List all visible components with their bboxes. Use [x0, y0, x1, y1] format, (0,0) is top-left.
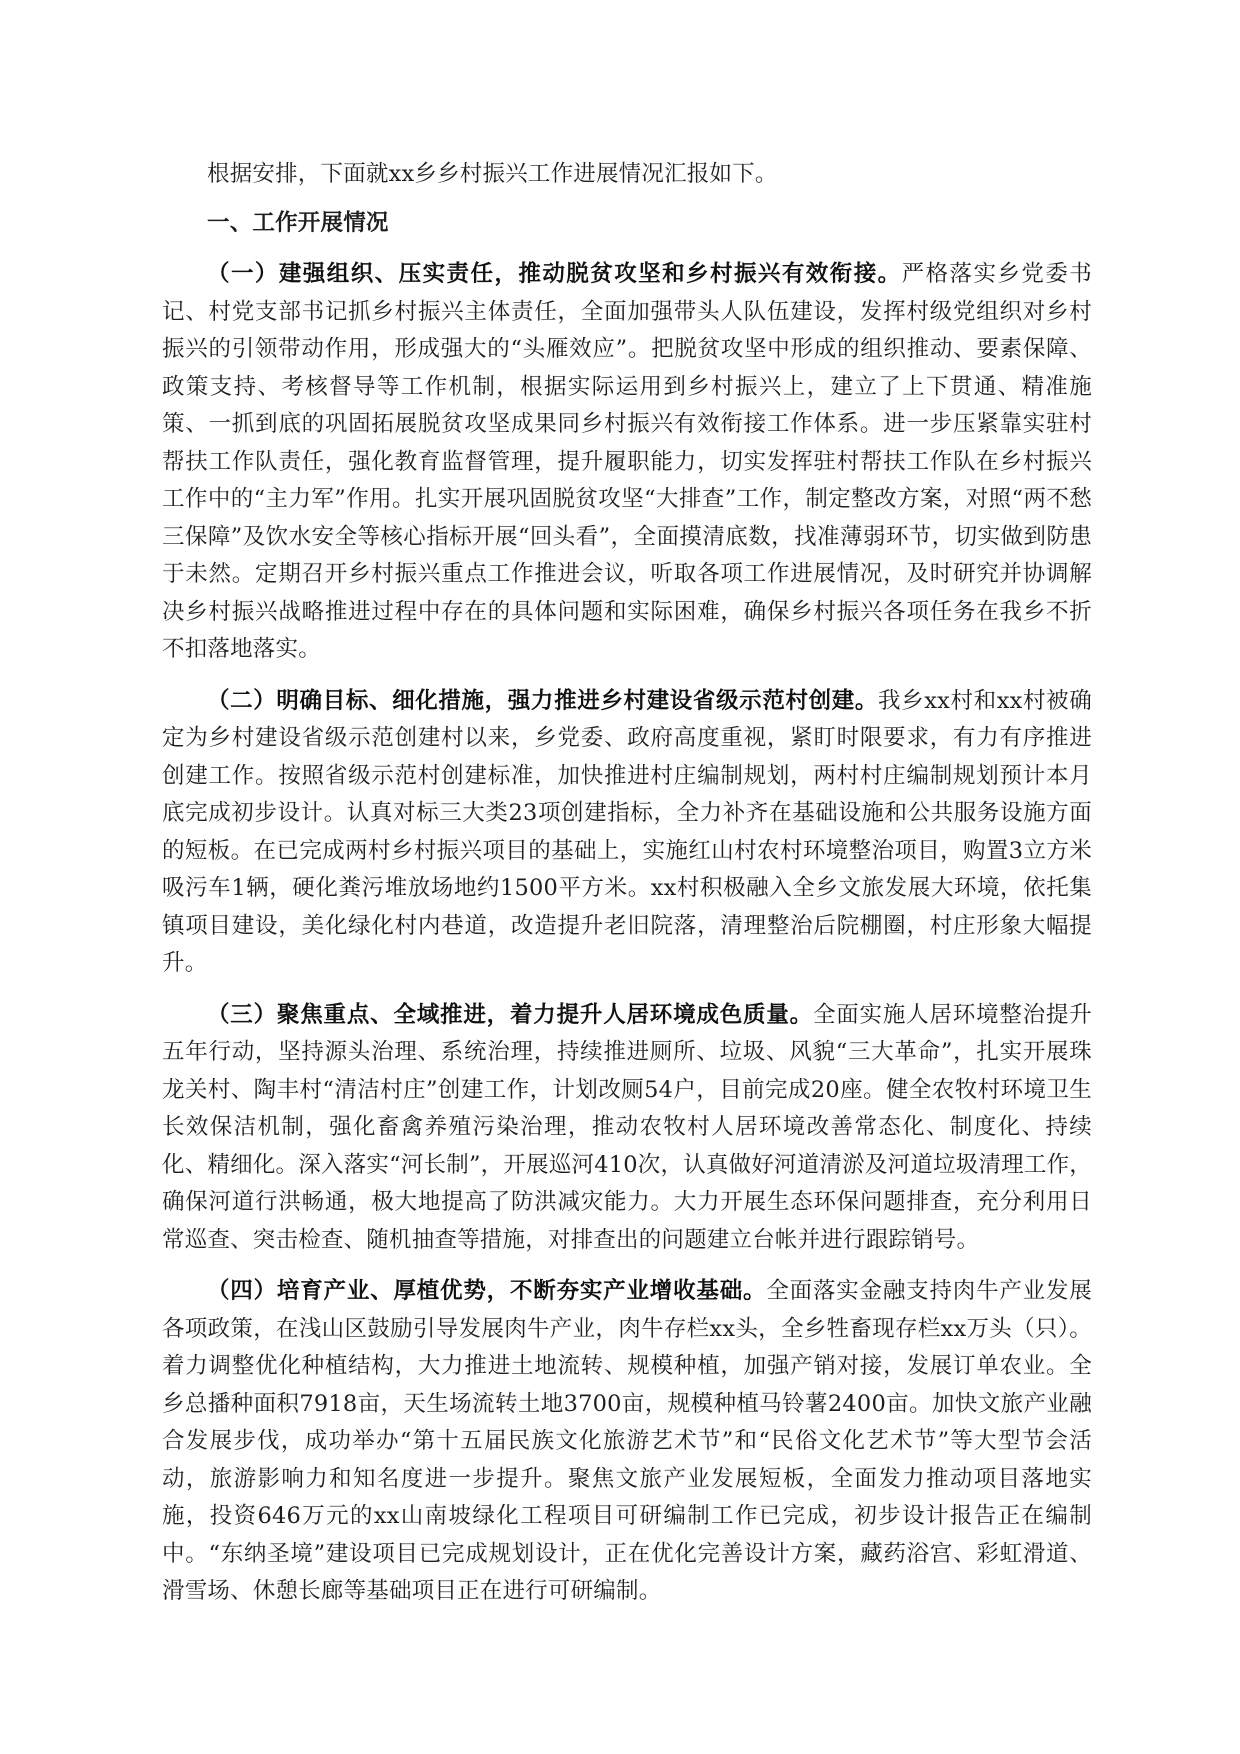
section-heading [162, 205, 1092, 243]
section-heading-text: 一、工作开展情况 [207, 209, 389, 236]
subsection-3 [162, 997, 1092, 1260]
subsection-2 [162, 683, 1092, 983]
subsection-1-body: 严格落实乡党委书记、村党支部书记抓乡村振兴主体责任，全面加强带头人队伍建设，发挥村级党组织对乡村振兴的引领带动作用，形成强大的“头雁效应”。把脱贫攻坚中形成的组织推动、要素保障、政策支持、考核督导等工作机制，根据实际运用到乡村振兴上，建立了上下贯通、精准施策、一抓到底的巩固拓展脱贫攻坚成果同乡村振兴有效衔接工作体系。进一步压紧靠实驻村帮扶工作队责任，强化教育监督管理，提升履职能力，切实发挥驻村帮扶工作队在乡村振兴工作中的“主力军”作用。扎实开展巩固脱贫攻坚“大排查”工作，制定整改方案，对照“两不愁三保障”及饮水安全等核心指标开展“回头看”，全面摸清底数，找准薄弱环节，切实做到防患于未然。定期召开乡村振兴重点工作推进会议，听取各项工作进展情况，及时研究并协调解决乡村振兴战略推进过程中存在的具体问题和实际困难，确保乡村振兴各项任务在我乡不折不扣落地落实。 [162, 261, 1092, 662]
subsection-4 [162, 1273, 1092, 1611]
subsection-1-title: （一）建强组织、压实责任，推动脱贫攻坚和乡村振兴有效衔接。 [207, 261, 902, 287]
subsection-3-title: （三）聚焦重点、全域推进，着力提升人居环境成色质量。 [207, 1001, 813, 1028]
document-content [162, 156, 1092, 1625]
intro-paragraph: 根据安排，下面就xx乡乡村振兴工作进展情况汇报如下。 [207, 161, 778, 187]
subsection-2-title: （二）明确目标、细化措施，强力推进乡村建设省级示范村创建。 [207, 687, 879, 714]
subsection-4-title: （四）培育产业、厚植优势，不断夯实产业增收基础。 [207, 1278, 767, 1304]
subsection-1 [162, 256, 1092, 669]
subsection-4-body: 全面落实金融支持肉牛产业发展各项政策，在浅山区鼓励引导发展肉牛产业，肉牛存栏xx头，全乡牲畜现存栏xx万头（只）。着力调整优化种植结构，大力推进土地流转、规模种植，加强产销对接，发展订单农业。全乡总播种面积7918亩，天生场流转土地3700亩，规模种植马铃薯2400亩。加快文旅产业融合发展步伐，成功举办“第十五届民族文化旅游艺术节”和“民俗文化艺术节”等大型节会活动，旅游影响力和知名度进一步提升。聚焦文旅产业发展短板，全面发力推动项目落地实施，投资646万元的xx山南坡绿化工程项目可研编制工作已完成，初步设计报告正在编制中。“东纳圣境”建设项目已完成规划设计，正在优化完善设计方案，藏药浴宫、彩虹滑道、滑雪场、休憩长廊等基础项目正在进行可研编制。 [162, 1278, 1092, 1604]
subsection-2-body: 我乡xx村和xx村被确定为乡村建设省级示范创建村以来，乡党委、政府高度重视，紧盯时限要求，有力有序推进创建工作。按照省级示范村创建标准，加快推进村庄编制规划，两村村庄编制规划预计本月底完成初步设计。认真对标三大类23项创建指标，全力补齐在基础设施和公共服务设施方面的短板。在已完成两村乡村振兴项目的基础上，实施红山村农村环境整治项目，购置3立方米吸污车1辆，硬化粪污堆放场地约1500平方米。xx村积极融入全乡文旅发展大环境，依托集镇项目建设，美化绿化村内巷道，改造提升老旧院落，清理整治后院棚圈，村庄形象大幅提升。 [162, 687, 1092, 976]
subsection-3-body: 全面实施人居环境整治提升五年行动，坚持源头治理、系统治理，持续推进厕所、垃圾、风貌“三大革命”，扎实开展珠龙关村、陶丰村“清洁村庄”创建工作，计划改厕54户，目前完成20座。健全农牧村环境卫生长效保洁机制，强化畜禽养殖污染治理，推动农牧村人居环境改善常态化、制度化、持续化、精细化。深入落实“河长制”，开展巡河410次，认真做好河道清淤及河道垃圾清理工作，确保河道行洪畅通，极大地提高了防洪减灾能力。大力开展生态环保问题排查，充分利用日常巡查、突击检查、随机抽查等措施，对排查出的问题建立台帐并进行跟踪销号。 [162, 1001, 1092, 1253]
